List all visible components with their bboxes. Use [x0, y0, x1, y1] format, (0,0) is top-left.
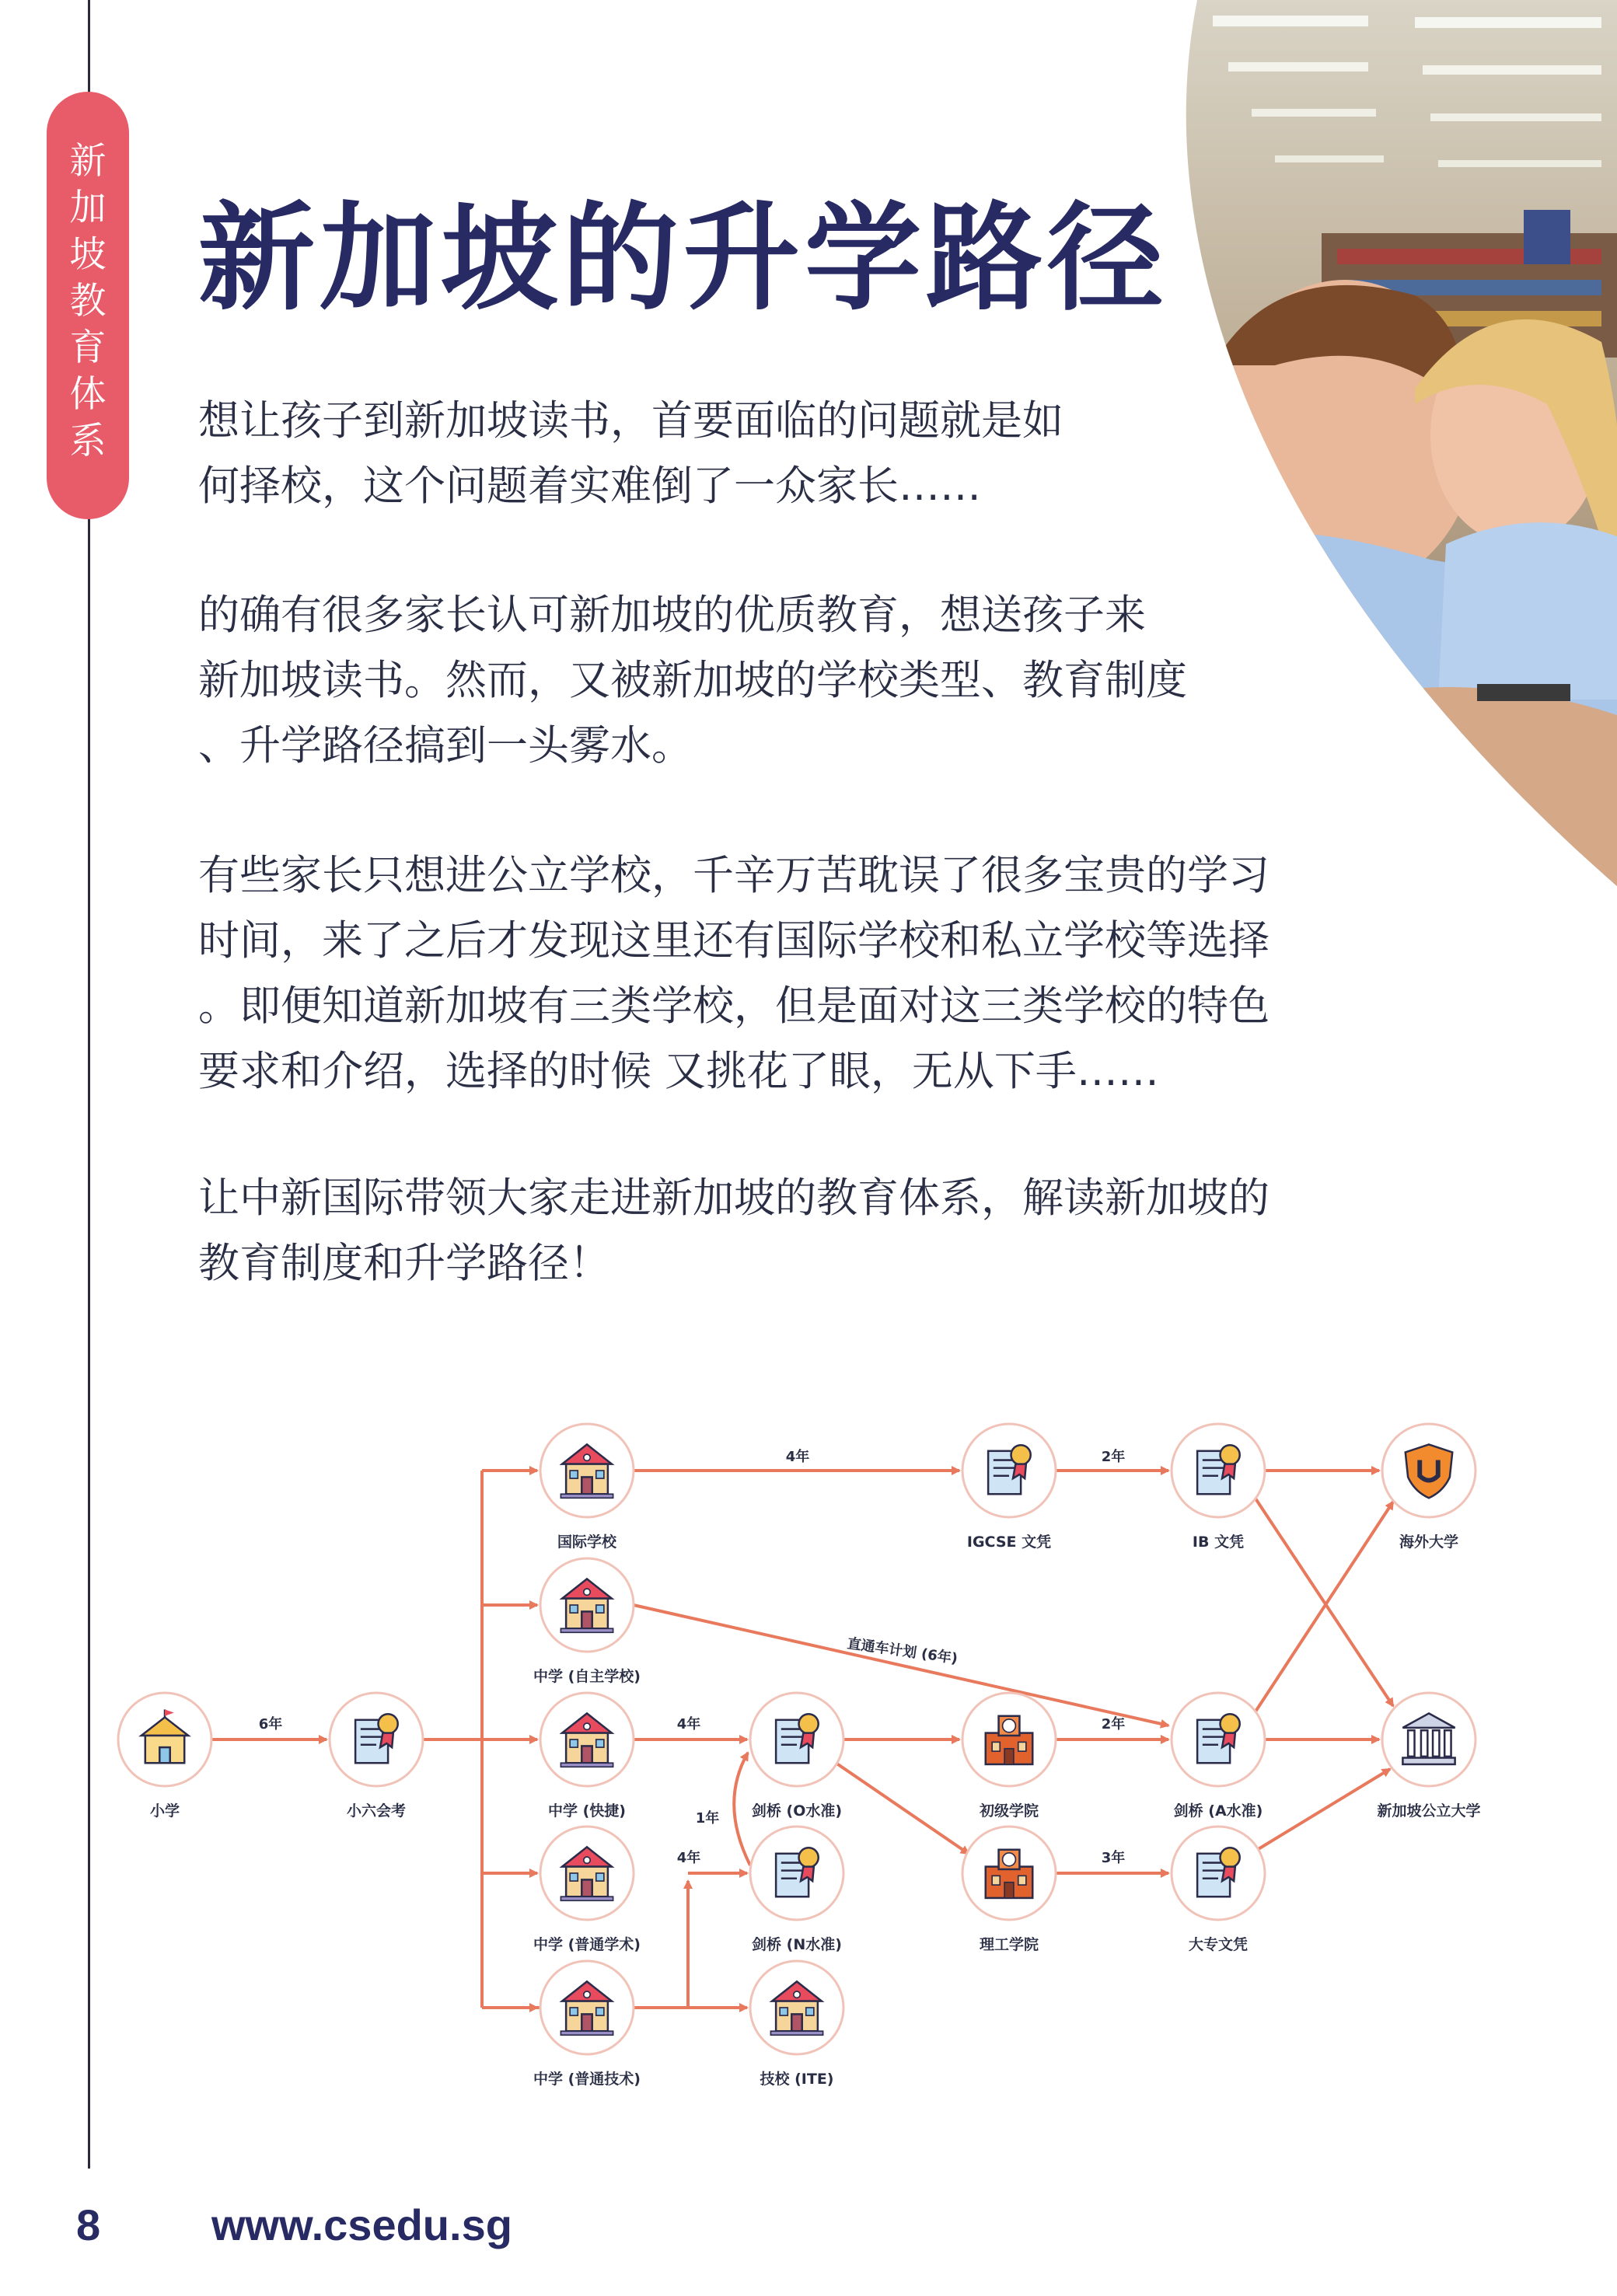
node-label: 大专文凭	[1188, 1936, 1249, 1953]
intro-paragraph: 有些家长只想进公立学校，千辛万苦耽误了很多宝贵的学习 时间，来了之后才发现这里还有国际学校和私立学校等选择 。即便知道新加坡有三类学校，但是面对这三类学校的特色 要求和介绍，选择的时候 又挑花了眼，无从下手……	[198, 852, 1270, 1095]
node-diploma	[1172, 1827, 1265, 1953]
edge-label: 3年	[1101, 1850, 1126, 1866]
intro-paragraph: 让中新国际带领大家走进新加坡的教育体系，解读新加坡的 教育制度和升学路径！	[198, 1174, 1270, 1287]
edge-label: 2年	[1101, 1449, 1126, 1465]
node-label: 海外大学	[1399, 1534, 1459, 1551]
edge-label: 4年	[676, 1716, 701, 1732]
edge-nlevel-olevel	[734, 1753, 750, 1865]
pathway-flowchart	[0, 1399, 1617, 2099]
edge-alevel-overseas	[1256, 1502, 1393, 1712]
node-alevel	[1172, 1693, 1265, 1820]
edge-label: 4年	[785, 1449, 810, 1465]
node-primary	[118, 1693, 211, 1820]
node-local	[1377, 1693, 1480, 1820]
node-label: 小六会考	[346, 1802, 407, 1820]
edge-label: 1年	[695, 1810, 720, 1827]
node-label: 国际学校	[557, 1534, 617, 1551]
node-nt	[533, 1961, 641, 2088]
section-tab-char: 系	[69, 420, 107, 462]
node-label: 剑桥 (A水准)	[1173, 1802, 1263, 1820]
node-label: 新加坡公立大学	[1377, 1802, 1481, 1820]
node-ite	[750, 1961, 843, 2088]
edge-ib-local	[1256, 1499, 1393, 1706]
edge-ip-alevel	[634, 1605, 1168, 1725]
page-title: 新加坡的升学路径	[198, 191, 1169, 326]
node-label: 理工学院	[979, 1936, 1039, 1953]
intro-paragraph: 的确有很多家长认可新加坡的优质教育，想送孩子来 新加坡读书。然而，又被新加坡的学校类型、教育制度 、升学路径搞到一头雾水。	[198, 591, 1187, 769]
node-label: 中学 (自主学校)	[533, 1668, 641, 1685]
node-olevel	[750, 1693, 843, 1820]
education-pathway-diagram	[0, 1399, 1617, 2099]
node-label: 初级学院	[979, 1802, 1039, 1820]
edge-label: 4年	[676, 1850, 701, 1866]
section-tab-char: 育	[69, 326, 107, 369]
edge-label: 2年	[1101, 1716, 1126, 1732]
node-label: 小学	[149, 1802, 180, 1820]
intro-paragraph: 想让孩子到新加坡读书，首要面临的问题就是如 何择校，这个问题着实难倒了一众家长……	[198, 397, 1063, 510]
page-number: 8	[76, 2200, 101, 2249]
node-label: 技校 (ITE)	[760, 2071, 834, 2088]
edge-diploma-local	[1257, 1769, 1390, 1850]
section-tab-char: 教	[69, 280, 107, 323]
node-label: IB 文凭	[1192, 1534, 1245, 1551]
node-ip	[533, 1558, 641, 1685]
node-jc	[962, 1693, 1056, 1820]
section-tab-char: 加	[69, 187, 107, 229]
edge-olevel-poly	[836, 1763, 969, 1854]
node-label: IGCSE 文凭	[966, 1534, 1052, 1551]
node-label: 中学 (普通学术)	[533, 1936, 641, 1953]
edge-label: 直通车计划 (6年)	[846, 1635, 959, 1667]
node-nlevel	[750, 1827, 843, 1953]
section-tab-char: 体	[69, 373, 107, 416]
edge-label: 6年	[258, 1716, 283, 1732]
website-url: www.csedu.sg	[211, 2200, 512, 2249]
node-intl	[540, 1424, 634, 1551]
node-igcse	[962, 1424, 1056, 1551]
node-ib	[1172, 1424, 1265, 1551]
section-tab-char: 坡	[69, 233, 107, 276]
node-label: 剑桥 (O水准)	[751, 1802, 843, 1820]
node-express	[540, 1693, 634, 1820]
node-psle	[330, 1693, 423, 1820]
node-ring	[1382, 1693, 1476, 1786]
node-label: 剑桥 (N水准)	[752, 1936, 842, 1953]
node-poly	[962, 1827, 1056, 1953]
node-overseas	[1382, 1424, 1476, 1551]
node-label: 中学 (快捷)	[548, 1802, 626, 1820]
node-na	[533, 1827, 641, 1953]
section-tab	[47, 92, 129, 519]
section-tab-char: 新	[69, 140, 107, 183]
node-label: 中学 (普通技术)	[533, 2071, 641, 2088]
